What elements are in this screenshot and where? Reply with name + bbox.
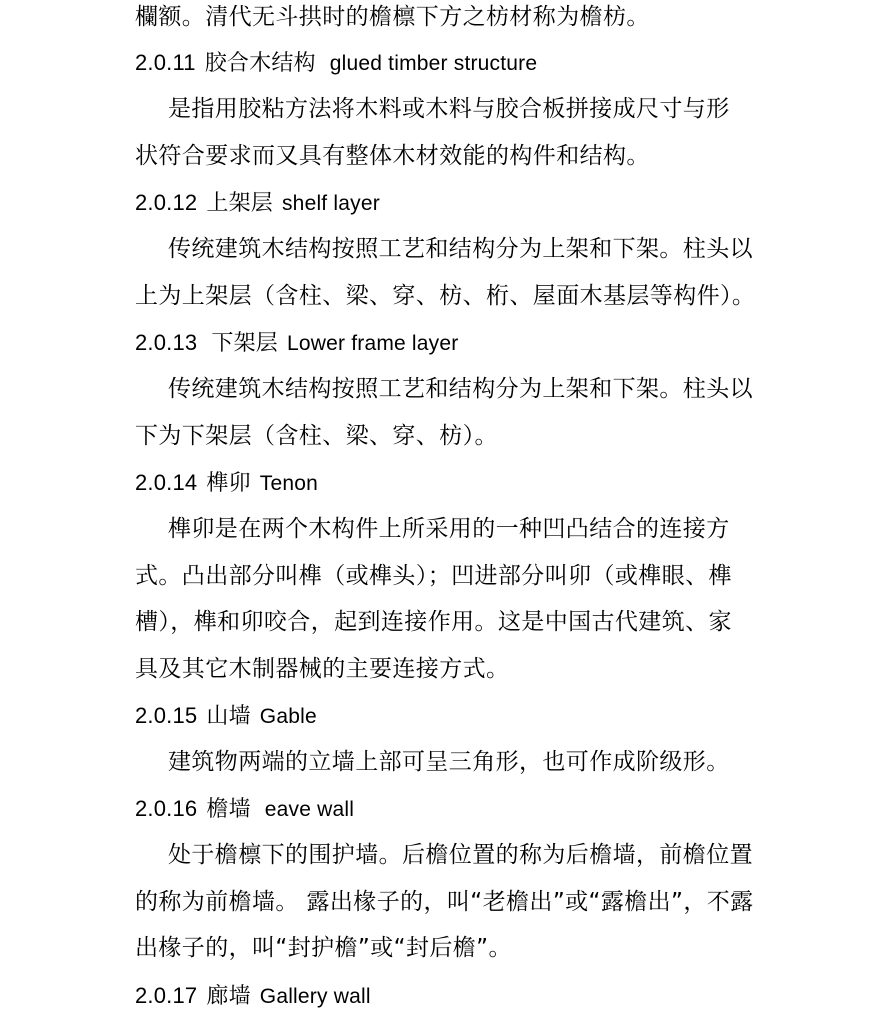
entry-term-en: eave wall bbox=[264, 798, 355, 821]
entry-number: 2.0.12 bbox=[135, 190, 198, 215]
entry-heading-2-0-11 bbox=[135, 48, 537, 79]
entry-term-en: Gallery wall bbox=[259, 985, 371, 1008]
entry-term-en: shelf layer bbox=[281, 192, 380, 215]
entry-heading-2-0-13 bbox=[135, 328, 458, 359]
entry-term-cn: 榫卯 bbox=[206, 471, 251, 496]
entry-body-line: 上为上架层（含柱、梁、穿、枋、桁、屋面木基层等构件）。 bbox=[135, 283, 756, 309]
entry-heading-2-0-17 bbox=[135, 981, 371, 1012]
entry-term-cn: 廊墙 bbox=[206, 984, 251, 1009]
entry-term-cn: 上架层 bbox=[206, 191, 273, 216]
entry-term-cn: 胶合木结构 bbox=[204, 51, 316, 76]
entry-body-line: 状符合要求而又具有整体木材效能的构件和结构。 bbox=[135, 143, 650, 169]
entry-body-line: 具及其它木制器械的主要连接方式。 bbox=[135, 656, 510, 682]
entry-body-line: 处于檐檩下的围护墙。后檐位置的称为后檐墙，前檐位置 bbox=[168, 842, 753, 868]
entry-heading-2-0-15 bbox=[135, 701, 317, 732]
entry-body-line: 槽），榫和卯咬合，起到连接作用。这是中国古代建筑、家 bbox=[135, 609, 732, 635]
entry-body-line: 出椽子的，叫“封护檐”或“封后檐”。 bbox=[135, 935, 512, 961]
entry-heading-2-0-12 bbox=[135, 188, 380, 219]
entry-body-line: 下为下架层（含柱、梁、穿、枋）。 bbox=[135, 423, 498, 449]
entry-term-en: Gable bbox=[259, 705, 317, 728]
entry-body-line: 传统建筑木结构按照工艺和结构分为上架和下架。柱头以 bbox=[168, 236, 753, 262]
entry-body-line: 的称为前檐墙。 露出椽子的，叫“老檐出”或“露檐出”，不露 bbox=[135, 889, 754, 915]
entry-number: 2.0.14 bbox=[135, 470, 198, 495]
entry-number: 2.0.17 bbox=[135, 983, 198, 1008]
entry-term-cn: 下架层 bbox=[211, 331, 278, 356]
entry-term-en: Lower frame layer bbox=[286, 332, 459, 355]
entry-body-line: 传统建筑木结构按照工艺和结构分为上架和下架。柱头以 bbox=[168, 376, 753, 402]
entry-term-cn: 檐墙 bbox=[206, 797, 251, 822]
entry-body-line: 建筑物两端的立墙上部可呈三角形，也可作成阶级形。 bbox=[168, 749, 730, 775]
entry-body-line: 是指用胶粘方法将木料或木料与胶合板拼接成尺寸与形 bbox=[168, 96, 730, 122]
entry-body-line: 榫卯是在两个木构件上所采用的一种凹凸结合的连接方 bbox=[168, 516, 730, 542]
entry-term-cn: 山墙 bbox=[206, 704, 251, 729]
entry-number: 2.0.11 bbox=[135, 50, 196, 75]
entry-term-en: Tenon bbox=[259, 472, 318, 495]
entry-heading-2-0-14 bbox=[135, 468, 318, 499]
entry-number: 2.0.13 bbox=[135, 330, 198, 355]
entry-heading-2-0-16 bbox=[135, 794, 354, 825]
entry-body-line: 式。凸出部分叫榫（或榫头）；凹进部分叫卯（或榫眼、榫 bbox=[135, 563, 732, 589]
intro-tail-line: 欄额。清代无斗拱时的檐檩下方之枋材称为檐枋。 bbox=[135, 4, 650, 30]
entry-term-en: glued timber structure bbox=[329, 52, 538, 75]
entry-number: 2.0.16 bbox=[135, 796, 198, 821]
entry-number: 2.0.15 bbox=[135, 703, 198, 728]
